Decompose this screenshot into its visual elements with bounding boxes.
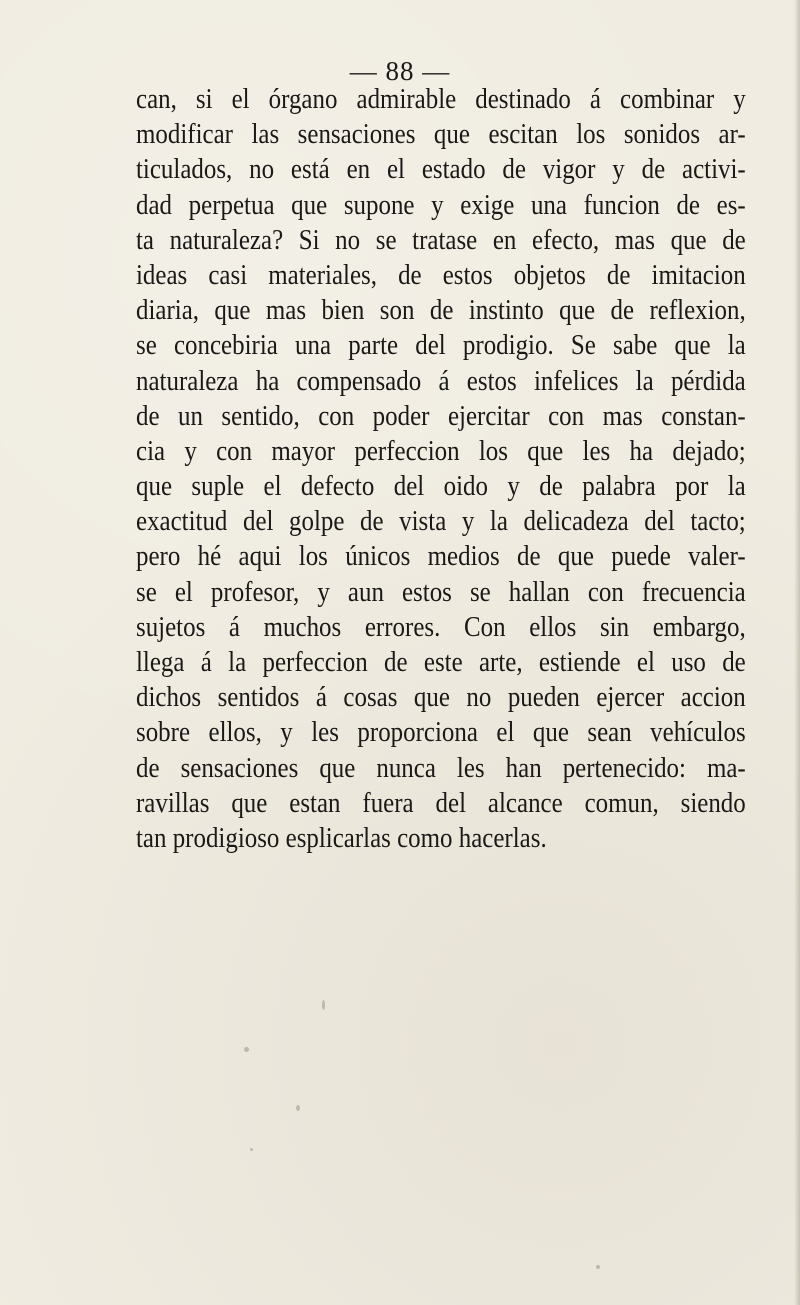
text-line: tan prodigioso esplicarlas como hacerlas. [136, 821, 547, 854]
paper-speck [250, 1148, 253, 1151]
body-text [136, 82, 746, 856]
paper-speck [244, 1047, 249, 1052]
text-line: can, si el órgano admirable destinado á combinar y [136, 83, 746, 115]
text-line: diaria, que mas bien son de instinto que de reflexion, [136, 294, 746, 327]
paper-speck [296, 1105, 300, 1111]
text-line: sobre ellos, y les proporciona el que sean vehículos [136, 716, 746, 749]
text-line: sujetos á muchos errores. Con ellos sin embargo, [136, 610, 746, 643]
text-line: dad perpetua que supone y exige una funcion de es- [136, 188, 746, 221]
text-line: dichos sentidos á cosas que no pueden ejercer accion [136, 681, 746, 714]
text-line: cia y con mayor perfeccion los que les ha dejado; [136, 434, 746, 467]
text-line: de sensaciones que nunca les han pertenecido: ma- [136, 751, 746, 784]
text-line: se concebiria una parte del prodigio. Se sabe que la [136, 329, 746, 362]
page-edge [794, 0, 800, 1305]
text-line: pero hé aqui los únicos medios de que puede valer- [136, 540, 746, 573]
text-line: que suple el defecto del oido y de palabra por la [136, 470, 746, 503]
text-line: ticulados, no está en el estado de vigor y de activi- [136, 153, 746, 186]
text-line: modificar las sensaciones que escitan los sonidos ar- [136, 118, 746, 151]
text-line: naturaleza ha compensado á estos infelices la pérdida [136, 364, 746, 397]
text-line: ravillas que estan fuera del alcance comun, siendo [136, 786, 746, 819]
paper-speck [322, 1000, 325, 1010]
text-line: ta naturaleza? Si no se tratase en efecto, mas que de [136, 223, 746, 256]
text-line: se el profesor, y aun estos se hallan con frecuencia [136, 575, 746, 608]
text-line: ideas casi materiales, de estos objetos de imitacion [136, 258, 746, 291]
text-line: llega á la perfeccion de este arte, estiende el uso de [136, 646, 746, 678]
text-line: de un sentido, con poder ejercitar con mas constan- [136, 399, 746, 432]
page-number: — 88 — [349, 56, 451, 86]
paper-speck [596, 1265, 600, 1269]
text-line: exactitud del golpe de vista y la delicadeza del tacto; [136, 505, 746, 538]
